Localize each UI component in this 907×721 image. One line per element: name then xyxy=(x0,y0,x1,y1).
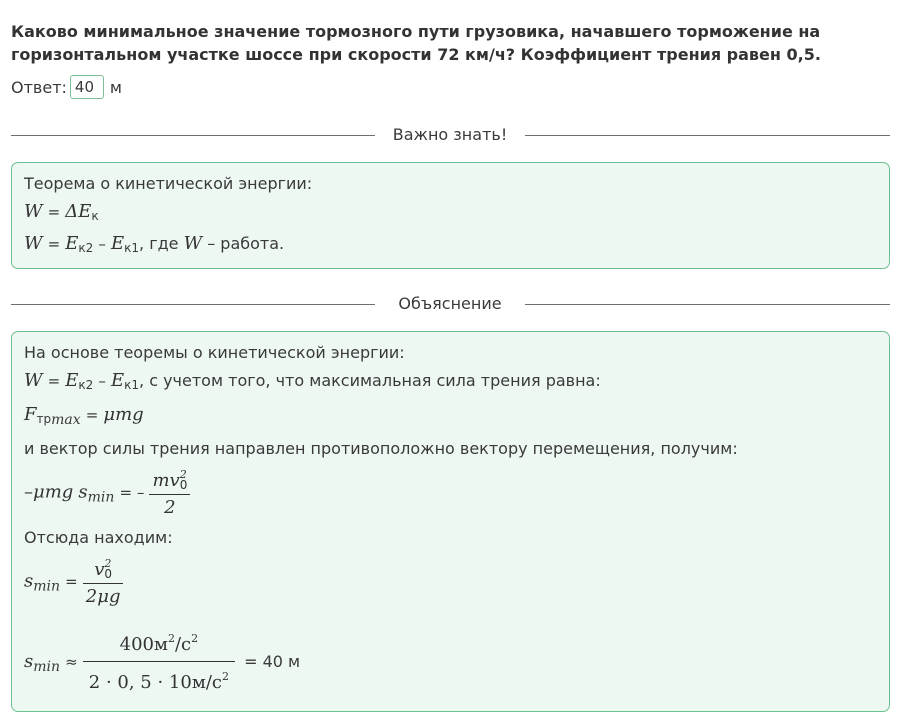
symbol-E: E xyxy=(65,370,79,391)
fraction-s-min-value xyxy=(83,632,235,693)
divider-line-left xyxy=(11,304,375,305)
subscript-0: 0 xyxy=(179,478,188,492)
fraction-s-min xyxy=(83,557,124,607)
symbol-delta-E: ΔE xyxy=(65,201,92,222)
formula-s-min xyxy=(24,557,123,607)
superscript-2: 2 xyxy=(167,632,175,645)
formula-work-energy xyxy=(24,370,601,392)
theorem-title: Теорема о кинетической энергии: xyxy=(24,174,313,193)
superscript-2: 2 xyxy=(104,557,112,570)
fraction-denominator: 2 xyxy=(164,497,176,518)
fraction-denominator: 2μg xyxy=(85,586,121,607)
numerator-value: 400м xyxy=(119,634,168,655)
subscript-min: min xyxy=(33,659,61,675)
denominator-value: 2 · 0, 5 · 10м/с xyxy=(88,672,222,693)
symbol-W: W xyxy=(183,233,203,254)
equals-sign: = xyxy=(47,235,61,253)
hence-text: Отсюда находим: xyxy=(24,528,173,547)
subscript-k1: к1 xyxy=(124,241,140,255)
equals-sign: = xyxy=(47,372,61,390)
fraction-numerator xyxy=(83,632,235,662)
symbol-s: s xyxy=(24,570,34,592)
symbol-W: W xyxy=(24,233,43,254)
fraction-denominator xyxy=(83,662,235,693)
answer-input[interactable] xyxy=(70,75,104,99)
symbol-E: E xyxy=(111,233,125,254)
symbol-E: E xyxy=(111,370,125,391)
fraction-kinetic xyxy=(149,468,190,518)
equals-sign: = xyxy=(85,406,99,424)
minus-sign: – xyxy=(98,235,106,253)
subscript-k1: к1 xyxy=(124,378,140,392)
formula-work-delta xyxy=(24,201,99,223)
formula-friction-max xyxy=(24,404,144,428)
fraction-numerator xyxy=(149,468,190,495)
superscript-2: 2 xyxy=(179,468,187,481)
symbol-v: v xyxy=(94,559,105,580)
question-text: Каково минимальное значение тормозного пути грузовика, начавшего торможение на горизонтальном участке шоссе при скорости 72 км/ч? Коэффициент трения равен 0,5. xyxy=(11,22,821,64)
equals-sign: = xyxy=(65,572,78,591)
superscript-2: 2 xyxy=(191,632,199,645)
divider-line-left xyxy=(11,135,375,136)
fraction-numerator xyxy=(83,557,124,584)
important-divider-label: Важно знать! xyxy=(392,125,508,144)
subscript-min: min xyxy=(87,489,115,506)
answer-label: Ответ: xyxy=(11,77,67,97)
explanation-divider xyxy=(11,294,890,314)
approx-sign: ≈ xyxy=(65,653,78,671)
subscript-tr: тр xyxy=(36,412,52,426)
subscript-k2: к2 xyxy=(78,378,94,392)
subscript-max: max xyxy=(51,412,81,428)
symbol-E: E xyxy=(65,233,79,254)
friction-note: , с учетом того, что максимальная сила трения равна: xyxy=(139,371,601,390)
equals-minus-sign: = – xyxy=(119,483,145,502)
subscript-min: min xyxy=(33,578,61,595)
where-text: , где xyxy=(139,234,179,253)
symbol-W: W xyxy=(24,201,43,222)
explanation-box xyxy=(11,331,890,712)
explanation-intro: На основе теоремы о кинетической энергии: xyxy=(24,343,405,362)
symbol-mv: mv xyxy=(152,470,180,491)
symbol-minus-mu-mg: –μmg xyxy=(24,481,74,503)
subscript-k: к xyxy=(91,209,99,223)
symbol-F: F xyxy=(24,404,37,425)
result-text: = 40 м xyxy=(244,652,301,671)
direction-note: и вектор силы трения направлен противоположно вектору перемещения, получим: xyxy=(24,439,738,458)
per-second: /с xyxy=(174,634,192,655)
minus-sign: – xyxy=(98,372,106,390)
symbol-W: W xyxy=(24,370,43,391)
work-text: – работа. xyxy=(207,234,285,253)
subscript-0: 0 xyxy=(104,567,113,581)
answer-unit: м xyxy=(109,77,122,97)
superscript-2: 2 xyxy=(221,670,229,683)
divider-line-right xyxy=(525,135,890,136)
symbol-mu-mg: μmg xyxy=(103,404,144,425)
explanation-divider-label: Объяснение xyxy=(398,294,502,313)
formula-s-min-value xyxy=(24,632,300,693)
divider-line-right xyxy=(525,304,890,305)
formula-work-diff xyxy=(24,233,284,255)
equals-sign: = xyxy=(47,203,61,221)
important-box xyxy=(11,162,890,269)
formula-work-friction xyxy=(24,468,190,518)
answer-row xyxy=(11,74,122,100)
important-divider xyxy=(11,125,890,145)
symbol-s: s xyxy=(24,651,34,672)
symbol-s: s xyxy=(78,481,88,503)
subscript-k2: к2 xyxy=(78,241,94,255)
